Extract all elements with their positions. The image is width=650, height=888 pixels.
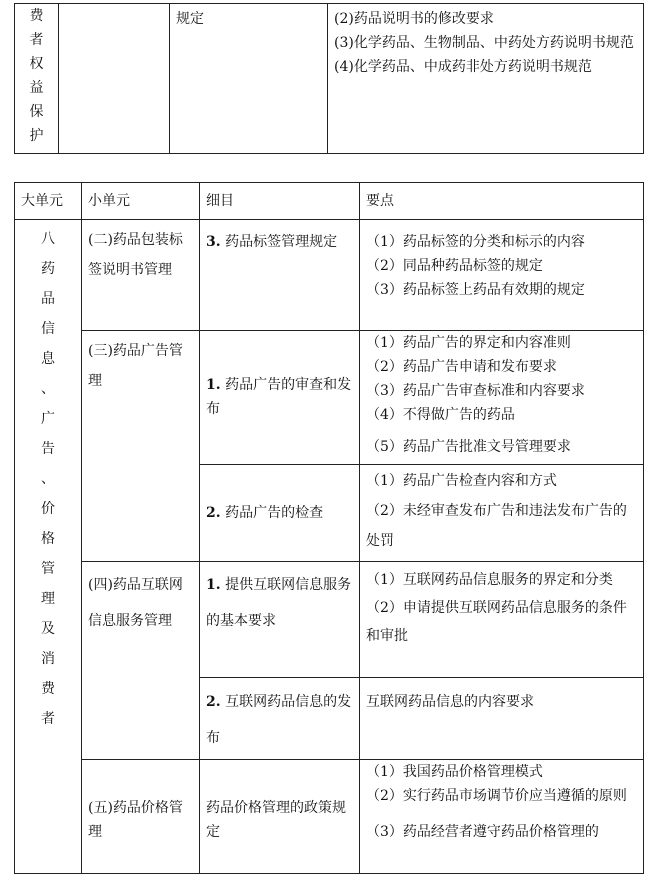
minor-unit-name: (三)药品广告管理 [88, 343, 183, 389]
detail-cell [200, 562, 360, 678]
detail-cell [200, 331, 360, 465]
vertical-char: 理 [41, 591, 55, 607]
table-row [15, 220, 644, 331]
header-row [15, 183, 644, 220]
table-row [15, 562, 644, 678]
point: （2）申请提供互联网药品信息服务的条件和审批 [366, 600, 627, 644]
detail-cell [200, 465, 360, 562]
header-points: 要点 [360, 183, 644, 220]
points-cell [360, 465, 644, 562]
vertical-char: 及 [41, 621, 55, 637]
header-major: 大单元 [15, 183, 82, 220]
syllabus-table [14, 182, 644, 874]
header-detail: 细目 [200, 183, 360, 220]
point: （3）药品标签上药品有效期的规定 [366, 282, 585, 298]
detail-number: 1. [206, 377, 221, 393]
vertical-char: 药 [41, 261, 55, 277]
vertical-char: 权 [29, 56, 44, 72]
detail-number: 3. [206, 234, 221, 250]
minor-unit-cell [82, 331, 200, 562]
empty-cell [59, 4, 170, 154]
point: (4)化学药品、中成药非处方药说明书规范 [334, 59, 592, 75]
detail-number: 1. [206, 577, 221, 593]
vertical-char: 、 [41, 471, 55, 487]
vertical-char: 告 [41, 441, 55, 457]
points-cell [360, 678, 644, 760]
minor-unit-name: (四)药品互联网信息服务管理 [88, 577, 183, 629]
points-cell [360, 760, 644, 874]
point: （1）药品标签的分类和标示的内容 [366, 234, 585, 250]
minor-unit-name: (五)药品价格管理 [88, 800, 183, 840]
vertical-char: 广 [41, 411, 55, 427]
minor-unit-cell [82, 220, 200, 331]
detail-number: 2. [206, 694, 221, 710]
vertical-char: 价 [41, 501, 55, 517]
point: （2）未经审查发布广告和违法发布广告的处罚 [366, 503, 627, 549]
detail-cell [200, 220, 360, 331]
major-unit-cell [15, 4, 59, 154]
point: （2）实行药品市场调节价应当遵循的原则 [366, 788, 627, 804]
point: （1）药品广告检查内容和方式 [366, 473, 557, 489]
detail-cell [200, 678, 360, 760]
point: （1）我国药品价格管理模式 [366, 764, 543, 780]
point: （4）不得做广告的药品 [366, 407, 515, 423]
point: （3）药品经营者遵守药品价格管理的 [366, 824, 599, 840]
points-cell [360, 331, 644, 465]
table-row [15, 331, 644, 465]
point: （1）互联网药品信息服务的界定和分类 [366, 572, 613, 588]
table-row [15, 760, 644, 874]
point: 互联网药品信息的内容要求 [366, 694, 534, 710]
detail-text: 药品广告的检查 [225, 505, 324, 521]
vertical-char: 费 [41, 681, 55, 697]
points-cell [328, 4, 644, 154]
vertical-char: 保 [29, 104, 44, 120]
detail-number: 2. [206, 505, 221, 521]
detail-cell [200, 760, 360, 874]
detail-cell [170, 4, 328, 154]
major-unit-vertical-text [15, 224, 81, 734]
vertical-char: 信 [41, 321, 55, 337]
vertical-char: 益 [29, 80, 44, 96]
major-unit-cell [15, 220, 82, 874]
vertical-char: 费 [29, 8, 44, 24]
major-unit-vertical-text [15, 4, 58, 148]
point: （5）药品广告批准文号管理要求 [366, 439, 571, 455]
point: （3）药品广告审查标准和内容要求 [366, 383, 585, 399]
point: (3)化学药品、生物制品、中药处方药说明书规范 [334, 35, 634, 51]
vertical-char: 、 [41, 381, 55, 397]
vertical-char: 格 [41, 531, 55, 547]
detail-text: 提供互联网信息服务的基本要求 [206, 577, 352, 629]
detail-text: 药品标签管理规定 [225, 234, 338, 250]
points-cell [360, 562, 644, 678]
minor-unit-cell [82, 760, 200, 874]
minor-unit-cell [82, 562, 200, 760]
point: （1）药品广告的界定和内容准则 [366, 335, 571, 351]
detail-text: 药品广告的审查和发布 [206, 377, 352, 417]
top-table [14, 3, 644, 154]
vertical-char: 管 [41, 561, 55, 577]
vertical-char: 息 [41, 351, 55, 367]
point: （2）同品种药品标签的规定 [366, 258, 543, 274]
minor-unit-name: (二)药品包装标签说明书管理 [88, 232, 183, 278]
detail-text: 药品价格管理的政策规定 [206, 800, 346, 840]
detail-text: 互联网药品信息的发布 [206, 694, 352, 746]
point: （2）药品广告申请和发布要求 [366, 359, 557, 375]
detail-text: 规定 [176, 11, 204, 27]
vertical-char: 八 [41, 231, 55, 247]
vertical-char: 者 [41, 711, 55, 727]
vertical-char: 消 [41, 651, 55, 667]
vertical-char: 品 [41, 291, 55, 307]
point: (2)药品说明书的修改要求 [334, 11, 494, 27]
vertical-char: 者 [29, 32, 44, 48]
header-minor: 小单元 [82, 183, 200, 220]
points-cell [360, 220, 644, 331]
vertical-char: 护 [29, 128, 44, 144]
